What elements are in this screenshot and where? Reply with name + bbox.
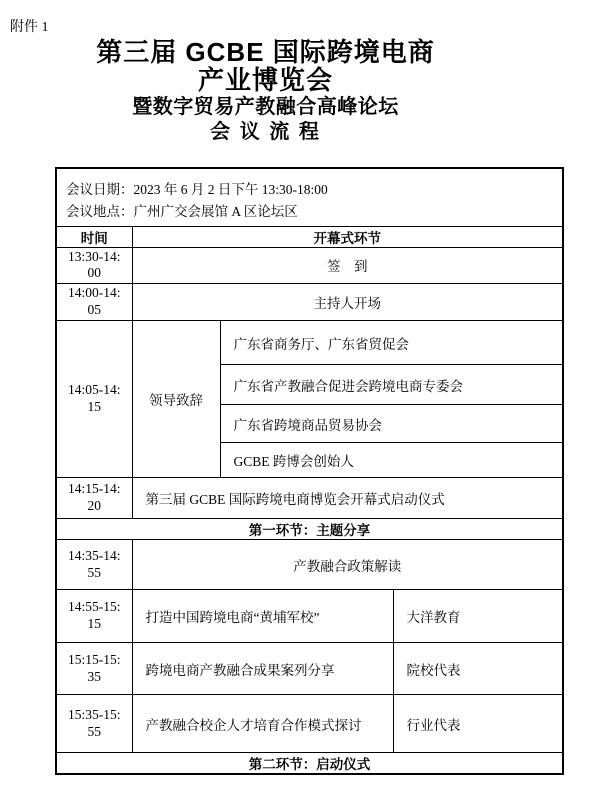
table-row bbox=[56, 643, 563, 695]
leader-speaker-cell: 广东省商务厅、广东省贸促会 bbox=[220, 321, 563, 365]
time-cell: 14:05-14:15 bbox=[56, 321, 132, 478]
speaker-cell: 院校代表 bbox=[393, 643, 563, 695]
title-block bbox=[0, 38, 531, 143]
attachment-label: 附件 1 bbox=[10, 20, 49, 35]
time-cell: 14:00-14:05 bbox=[56, 284, 132, 321]
leader-speaker-cell: GCBE 跨博会创始人 bbox=[220, 443, 563, 478]
section-header: 第一环节：主题分享 bbox=[56, 519, 563, 540]
time-cell: 13:30-14:00 bbox=[56, 247, 132, 284]
table-row bbox=[56, 540, 563, 590]
table-row bbox=[56, 168, 563, 226]
leader-speaker-cell: 广东省产教融合促进会跨境电商专委会 bbox=[220, 365, 563, 405]
event-cell: 主持人开场 bbox=[132, 284, 563, 321]
topic-cell: 打造中国跨境电商“黄埔军校” bbox=[132, 590, 393, 643]
table-row bbox=[56, 284, 563, 321]
topic-cell: 产教融合校企人才培育合作模式探讨 bbox=[132, 695, 393, 753]
table-row bbox=[56, 321, 563, 365]
table-row bbox=[56, 590, 563, 643]
speaker-cell: 行业代表 bbox=[393, 695, 563, 753]
section-header-row bbox=[56, 519, 563, 540]
col-header-session: 开幕式环节 bbox=[132, 226, 563, 247]
event-cell: 产教融合政策解读 bbox=[132, 540, 563, 590]
section-header-row bbox=[56, 753, 563, 775]
agenda-heading: 会 议 流 程 bbox=[210, 120, 321, 143]
page-subtitle: 暨数字贸易产教融合高峰论坛 bbox=[132, 96, 399, 119]
table-row bbox=[56, 695, 563, 753]
event-cell: 第三届 GCBE 国际跨境电商博览会开幕式启动仪式 bbox=[132, 478, 563, 519]
time-cell: 14:35-14:55 bbox=[56, 540, 132, 590]
time-cell: 15:15-15:35 bbox=[56, 643, 132, 695]
section-header: 第二环节：启动仪式 bbox=[56, 753, 563, 775]
table-row bbox=[56, 478, 563, 519]
page-title-line1: 第三届 GCBE 国际跨境电商 bbox=[96, 37, 435, 67]
topic-cell: 跨境电商产教融合成果案列分享 bbox=[132, 643, 393, 695]
event-cell: 签 到 bbox=[132, 247, 563, 284]
meeting-location: 会议地点：广州广交会展馆 A 区论坛区 bbox=[66, 204, 298, 220]
leader-speaker-cell: 广东省跨境商品贸易协会 bbox=[220, 405, 563, 443]
meeting-date: 会议日期：2023 年 6 月 2 日下午 13:30-18:00 bbox=[66, 182, 328, 198]
speaker-cell: 大洋教育 bbox=[393, 590, 563, 643]
table-row bbox=[56, 247, 563, 284]
meeting-info-cell bbox=[56, 168, 563, 226]
col-header-time: 时间 bbox=[56, 226, 132, 247]
page-title-line2: 产业博览会 bbox=[197, 65, 333, 96]
time-cell: 15:35-15:55 bbox=[56, 695, 132, 753]
time-cell: 14:15-14:20 bbox=[56, 478, 132, 519]
time-cell: 14:55-15:15 bbox=[56, 590, 132, 643]
leaders-label-cell: 领导致辞 bbox=[132, 321, 220, 478]
agenda-table bbox=[55, 167, 564, 775]
table-header-row bbox=[56, 226, 563, 247]
